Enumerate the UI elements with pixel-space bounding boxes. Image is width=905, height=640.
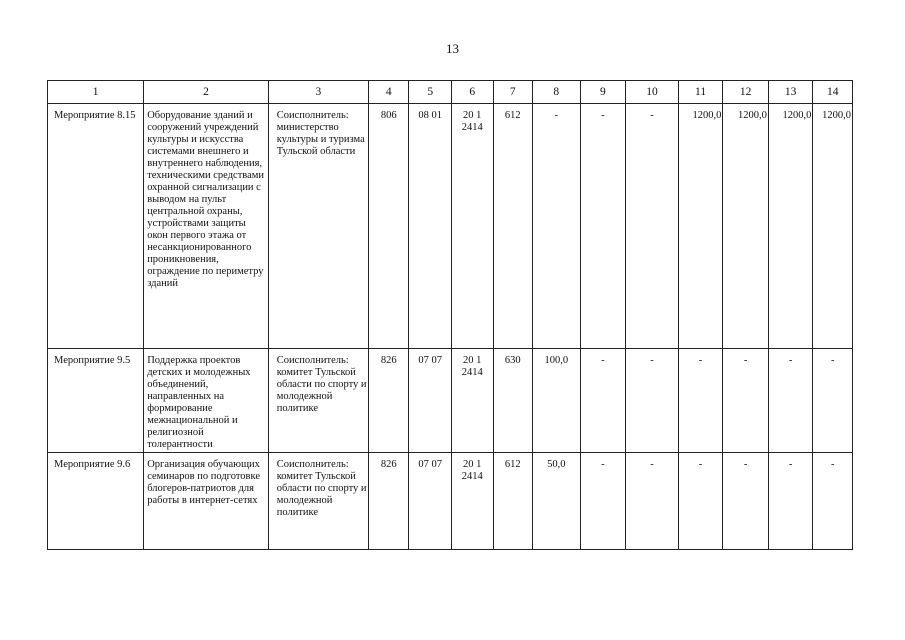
code-cell: 612	[493, 104, 532, 349]
measure-cell: Мероприятие 8.15	[48, 104, 144, 349]
code-cell: 630	[493, 349, 532, 453]
executor-cell: Соисполнитель: комитет Тульской области по спорту и молодежной политике	[268, 349, 368, 453]
col-header: 13	[768, 81, 813, 104]
value-cell: -	[626, 104, 679, 349]
value-cell: 1200,0	[723, 104, 769, 349]
value-cell: -	[723, 453, 769, 550]
table-row	[48, 104, 853, 349]
code-cell: 826	[368, 349, 409, 453]
page-number: 13	[446, 41, 459, 56]
col-header: 9	[580, 81, 626, 104]
code-cell: 826	[368, 453, 409, 550]
value-cell: -	[580, 104, 626, 349]
code-cell: 07 07	[409, 453, 452, 550]
executor-cell: Соисполнитель: министерство культуры и туризма Тульской области	[268, 104, 368, 349]
value-cell: -	[626, 349, 679, 453]
executor-cell: Соисполнитель: комитет Тульской области по спорту и молодежной политике	[268, 453, 368, 550]
code-cell: 20 1 2414	[451, 453, 493, 550]
value-cell: -	[813, 349, 853, 453]
value-cell: 100,0	[532, 349, 580, 453]
measure-cell: Мероприятие 9.5	[48, 349, 144, 453]
code-cell: 08 01	[409, 104, 452, 349]
col-header: 4	[368, 81, 409, 104]
col-header: 11	[678, 81, 723, 104]
program-table	[47, 80, 853, 550]
code-cell: 612	[493, 453, 532, 550]
code-cell: 20 1 2414	[451, 104, 493, 349]
col-header: 2	[144, 81, 269, 104]
header-row	[48, 81, 853, 104]
measure-cell: Мероприятие 9.6	[48, 453, 144, 550]
col-header: 1	[48, 81, 144, 104]
value-cell: -	[723, 349, 769, 453]
col-header: 5	[409, 81, 452, 104]
code-cell: 20 1 2414	[451, 349, 493, 453]
description-cell: Оборудование зданий и сооружений учреждений культуры и искусства системами внешнего и внутреннего наблюдения, техническими средствами охранной сигнализации с выводом на пульт центральной охраны, устройствами защиты окон первого этажа от несанкционированного проникновения, ограждение по периметру зданий	[144, 104, 269, 349]
col-header: 14	[813, 81, 853, 104]
col-header: 12	[723, 81, 769, 104]
col-header: 10	[626, 81, 679, 104]
value-cell: 50,0	[532, 453, 580, 550]
value-cell: -	[678, 453, 723, 550]
code-cell: 806	[368, 104, 409, 349]
description-cell: Поддержка проектов детских и молодежных объединений, направленных на формирование межнациональной и религиозной толерантности	[144, 349, 269, 453]
value-cell: -	[768, 453, 813, 550]
col-header: 8	[532, 81, 580, 104]
table-row	[48, 349, 853, 453]
value-cell: 1200,0	[678, 104, 723, 349]
value-cell: -	[626, 453, 679, 550]
code-cell: 07 07	[409, 349, 452, 453]
table-row	[48, 453, 853, 550]
description-cell: Организация обучающих семинаров по подготовке блогеров-патриотов для работы в интернет-сетях	[144, 453, 269, 550]
col-header: 7	[493, 81, 532, 104]
value-cell: -	[678, 349, 723, 453]
col-header: 3	[268, 81, 368, 104]
value-cell: 1200,0	[813, 104, 853, 349]
value-cell: -	[532, 104, 580, 349]
value-cell: -	[813, 453, 853, 550]
col-header: 6	[451, 81, 493, 104]
value-cell: -	[580, 453, 626, 550]
value-cell: -	[580, 349, 626, 453]
value-cell: -	[768, 349, 813, 453]
value-cell: 1200,0	[768, 104, 813, 349]
